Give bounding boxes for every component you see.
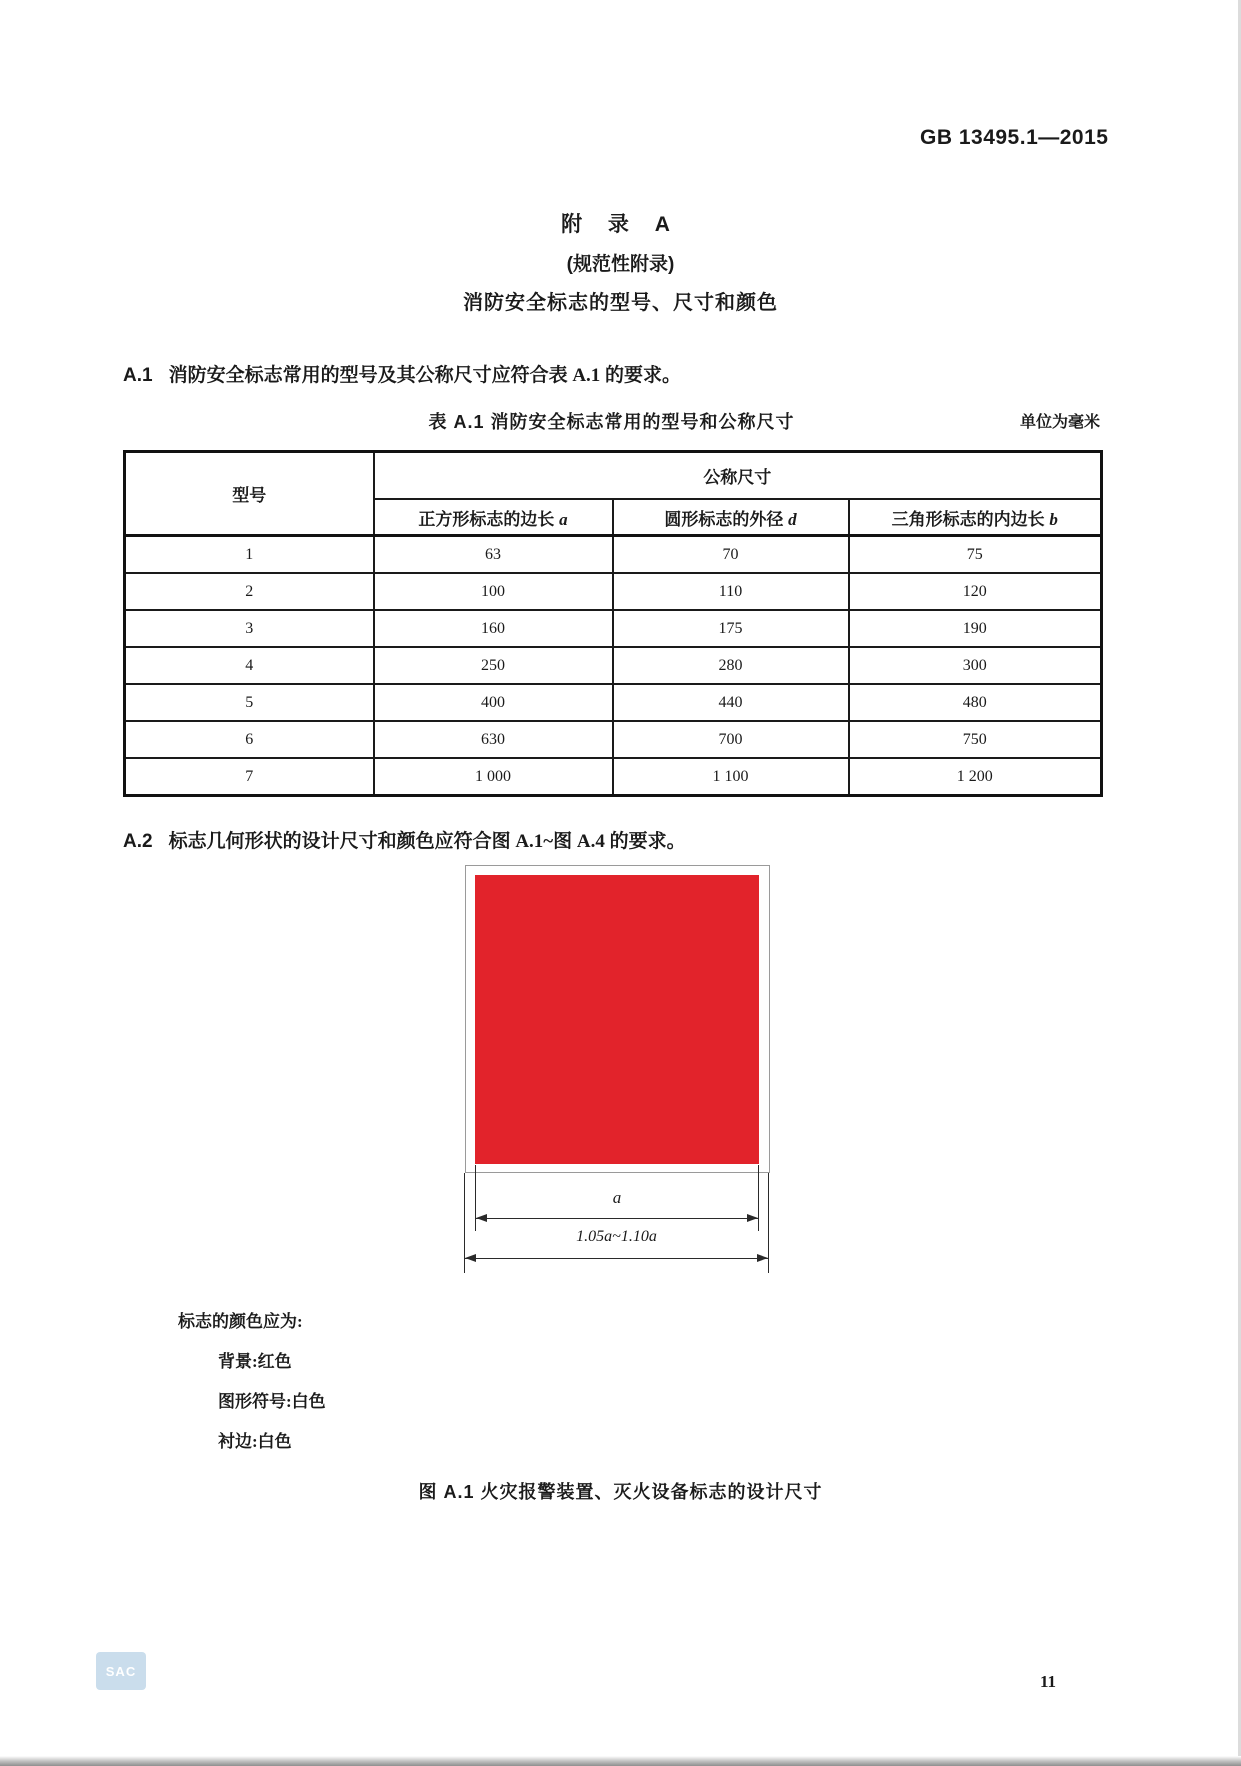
cell-model: 1 [125,536,374,574]
appendix-title-block [0,208,1241,315]
cell-model: 2 [125,573,374,610]
cell-circle: 70 [613,536,849,574]
sign-size-table [123,450,1103,797]
cell-circle: 110 [613,573,849,610]
page-number: 11 [1039,1672,1056,1691]
col-header-nominal-size: 公称尺寸 [374,452,1102,500]
cell-square: 100 [374,573,613,610]
sign-red-square [475,875,759,1164]
cell-model: 3 [125,610,374,647]
sub-header-var: d [788,509,797,529]
table-row [125,573,1102,610]
dimension-label-outer: 1.05a~1.10a [576,1228,657,1245]
color-spec-symbol: 图形符号:白色 [218,1392,326,1411]
table-row [125,721,1102,758]
cell-model: 5 [125,684,374,721]
cell-triangle: 120 [849,573,1102,610]
table-row [125,610,1102,647]
table-caption-row [123,408,1100,434]
cell-circle: 1 100 [613,758,849,796]
cell-square: 63 [374,536,613,574]
extension-line [768,1173,769,1273]
col-header-triangle-side [849,499,1102,536]
table-caption: 表 A.1 消防安全标志常用的型号和公称尺寸 [428,412,795,432]
cell-circle: 440 [613,684,849,721]
cell-triangle: 190 [849,610,1102,647]
table-row [125,758,1102,796]
sub-header-text: 三角形标志的内边长 [891,509,1045,529]
color-spec-background: 背景:红色 [218,1352,292,1371]
standard-number: GB 13495.1—2015 [920,126,1109,149]
color-spec-title: 标志的颜色应为: [178,1312,303,1331]
cell-square: 400 [374,684,613,721]
cell-triangle: 750 [849,721,1102,758]
sub-header-text: 正方形标志的边长 [418,509,555,529]
figure-a1 [0,865,1241,1277]
appendix-heading: 消防安全标志的型号、尺寸和颜色 [463,292,778,314]
dimension-label-a: a [612,1188,622,1207]
col-header-model: 型号 [125,452,374,536]
table-row [125,684,1102,721]
section-a1-text: 消防安全标志常用的型号及其公称尺寸应符合表 A.1 的要求。 [168,365,682,386]
appendix-subtitle: (规范性附录) [566,254,675,275]
color-specification [178,1302,326,1462]
table-row [125,647,1102,684]
figure-caption: 图 A.1 火灾报警装置、灭火设备标志的设计尺寸 [418,1482,823,1502]
scan-edge [0,1756,1241,1766]
cell-square: 630 [374,721,613,758]
cell-triangle: 300 [849,647,1102,684]
sub-header-var: a [559,509,568,529]
sac-watermark: SAC [96,1652,146,1690]
cell-circle: 700 [613,721,849,758]
section-a2-label: A.2 [123,831,153,852]
sign-outer-border [465,865,770,1173]
table-unit-note: 单位为毫米 [1019,414,1100,431]
table-row [125,536,1102,574]
section-a2-text: 标志几何形状的设计尺寸和颜色应符合图 A.1~图 A.4 的要求。 [168,831,686,852]
cell-model: 6 [125,721,374,758]
cell-square: 1 000 [374,758,613,796]
cell-square: 160 [374,610,613,647]
sub-header-text: 圆形标志的外径 [664,509,784,529]
cell-triangle: 1 200 [849,758,1102,796]
cell-model: 4 [125,647,374,684]
cell-model: 7 [125,758,374,796]
appendix-title: 附 录 A [561,213,680,236]
cell-square: 250 [374,647,613,684]
cell-triangle: 480 [849,684,1102,721]
color-spec-border: 衬边:白色 [218,1432,292,1451]
cell-circle: 175 [613,610,849,647]
cell-triangle: 75 [849,536,1102,574]
cell-circle: 280 [613,647,849,684]
section-a1-label: A.1 [123,365,153,386]
dimension-line-a [476,1218,758,1219]
col-header-square-side [374,499,613,536]
section-a1 [123,360,681,387]
section-a2 [123,826,686,853]
sub-header-var: b [1049,509,1058,529]
col-header-circle-diameter [613,499,849,536]
dimension-line-outer [465,1258,768,1259]
